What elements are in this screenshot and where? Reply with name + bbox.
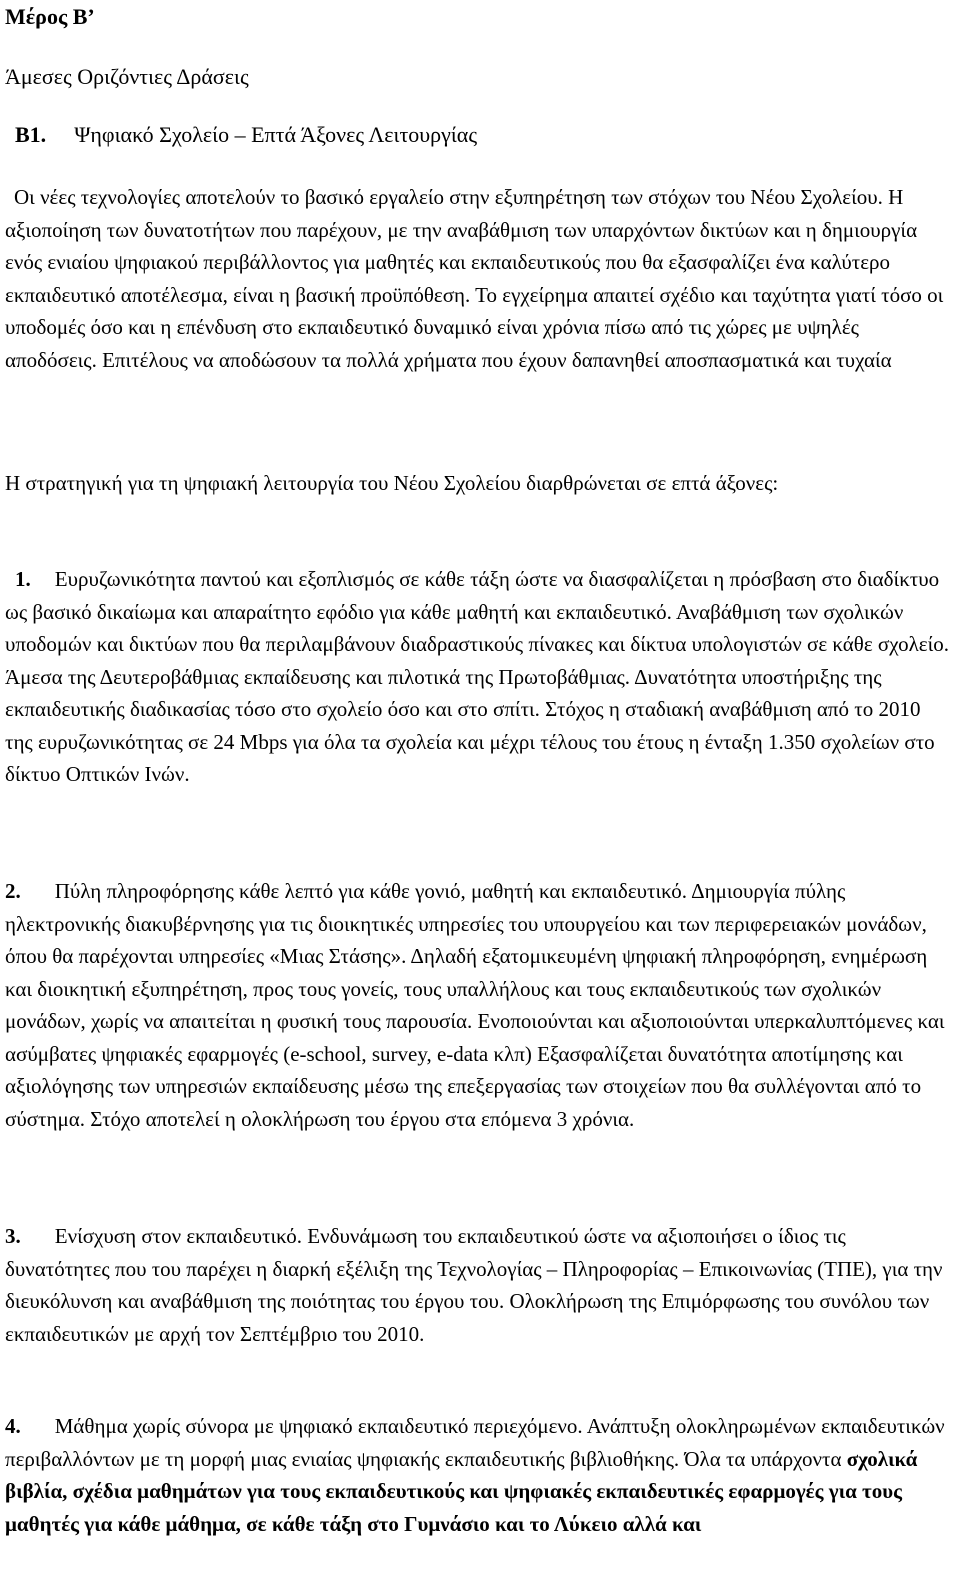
subsection-number: Β1. — [15, 122, 47, 147]
subsection-heading — [15, 119, 477, 152]
item-text: Μάθημα χωρίς σύνορα με ψηφιακό εκπαιδευτικό περιεχόμενο. Ανάπτυξη ολοκληρωμένων εκπαιδευτικών περιβαλλόντων με τη μορφή μιας ενιαίας ψηφιακής εκπαιδευτικής βιβλιοθήκης. Όλα τα υπάρχοντα — [5, 1414, 945, 1471]
item-text: Ευρυζωνικότητα παντού και εξοπλισμός σε κάθε τάξη ώστε να διασφαλίζεται η πρόσβαση στο διαδίκτυο ως βασικό δικαίωμα και απαραίτητο εφόδιο για κάθε μαθητή και εκπαιδευτικό. Αναβάθμιση των σχολικών υποδομών και δικτύων που θα περιλαμβάνουν διαδραστικούς πίνακες και δίκτυα υπολογιστών σε κάθε σχολείο. Άμεσα της Δευτεροβάθμιας εκπαίδευσης και πιλοτικά της Πρωτοβάθμιας. Δυνατότητα υποστήριξης της εκπαιδευτικής διαδικασίας τόσο στο σχολείο όσο και στο σπίτι. Στόχος η σταδιακή αναβάθμιση από το 2010 της ευρυζωνικότητας σε 24 Mbps για όλα τα σχολεία και μέχρι τέλους του έτους η ένταξη 1.350 σχολείων στο δίκτυο Οπτικών Ινών. — [5, 567, 950, 786]
list-item — [5, 563, 950, 791]
subsection-title: Ψηφιακό Σχολείο – Επτά Άξονες Λειτουργίας — [74, 122, 478, 147]
item-number: 3. — [5, 1224, 21, 1248]
part-title: Μέρος Β’ — [5, 4, 95, 29]
list-item — [5, 875, 950, 1135]
item-number: 4. — [5, 1414, 21, 1438]
strategy-paragraph: Η στρατηγική για τη ψηφιακή λειτουργία του Νέου Σχολείου διαρθρώνεται σε επτά άξονες: — [5, 471, 779, 495]
intro-paragraph: Οι νέες τεχνολογίες αποτελούν το βασικό εργαλείο στην εξυπηρέτηση των στόχων του Νέου Σχολείου. Η αξιοποίηση των δυνατοτήτων που παρέχουν, με την αναβάθμιση των υπαρχόντων δικτύων και η δημιουργία ενός ενιαίου ψηφιακού περιβάλλοντος για μαθητές και εκπαιδευτικούς που θα εξασφαλίζει ένα καλύτερο εκπαιδευτικό αποτέλεσμα, είναι η βασική προϋπόθεση. Το εγχείρημα απαιτεί σχέδιο και ταχύτητα γιατί τόσο οι υποδομές όσο και η επένδυση στο εκπαιδευτικό δυναμικό είναι χρόνια πίσω από τις χώρες με υψηλές αποδόσεις. Επιτέλους να αποδώσουν τα πολλά χρήματα που έχουν δαπανηθεί αποσπασματικά και τυχαία — [5, 185, 944, 372]
list-item — [5, 1220, 950, 1350]
item-number: 1. — [15, 567, 31, 591]
list-item — [5, 1410, 950, 1540]
item-number: 2. — [5, 879, 21, 903]
item-bold-text: σχολικά βιβλία, σχέδια μαθημάτων για τους εκπαιδευτικούς και ψηφιακές εκπαιδευτικές εφαρμογές για τους μαθητές για κάθε μάθημα, σε κάθε τάξη στο Γυμνάσιο και το Λύκειο αλλά και — [5, 1446, 918, 1536]
section-title: Άμεσες Οριζόντιες Δράσεις — [5, 64, 249, 89]
item-text: Πύλη πληροφόρησης κάθε λεπτό για κάθε γονιό, μαθητή και εκπαιδευτικό. Δημιουργία πύλης ηλεκτρονικής διακυβέρνησης για τις διοικητικές υπηρεσίες του υπουργείου και των περιφερειακών μονάδων, όπου θα παρέχονται υπηρεσίες «Μιας Στάσης». Δηλαδή εξατομικευμένη ψηφιακή πληροφόρηση, ενημέρωση και διοικητική εξυπηρέτηση, προς τους γονείς, τους υπαλλήλους και τους εκπαιδευτικούς των σχολικών μονάδων, χωρίς να απαιτείται η φυσική τους παρουσία. Ενοποιούνται και αξιοποιούνται υπερκαλυπτόμενες και ασύμβατες ψηφιακές εφαρμογές (e-school, survey, e-data κλπ) Εξασφαλίζεται δυνατότητα αποτίμησης και αξιολόγησης των υπηρεσιών εκπαίδευσης μέσω της επεξεργασίας των στοιχείων που θα συλλέγονται από το σύστημα. Στόχο αποτελεί η ολοκλήρωση του έργου στα επόμενα 3 χρόνια. — [5, 879, 945, 1131]
item-text: Ενίσχυση στον εκπαιδευτικό. Ενδυνάμωση του εκπαιδευτικού ώστε να αξιοποιήσει ο ίδιος τις δυνατότητες που του παρέχει η διαρκή εξέλιξη της Τεχνολογίας – Πληροφορίας – Επικοινωνίας (ΤΠΕ), για την διευκόλυνση και αναβάθμιση της ποιότητας του έργου του. Ολοκλήρωση της Επιμόρφωσης του συνόλου των εκπαιδευτικών με αρχή τον Σεπτέμβριο του 2010. — [5, 1224, 943, 1346]
